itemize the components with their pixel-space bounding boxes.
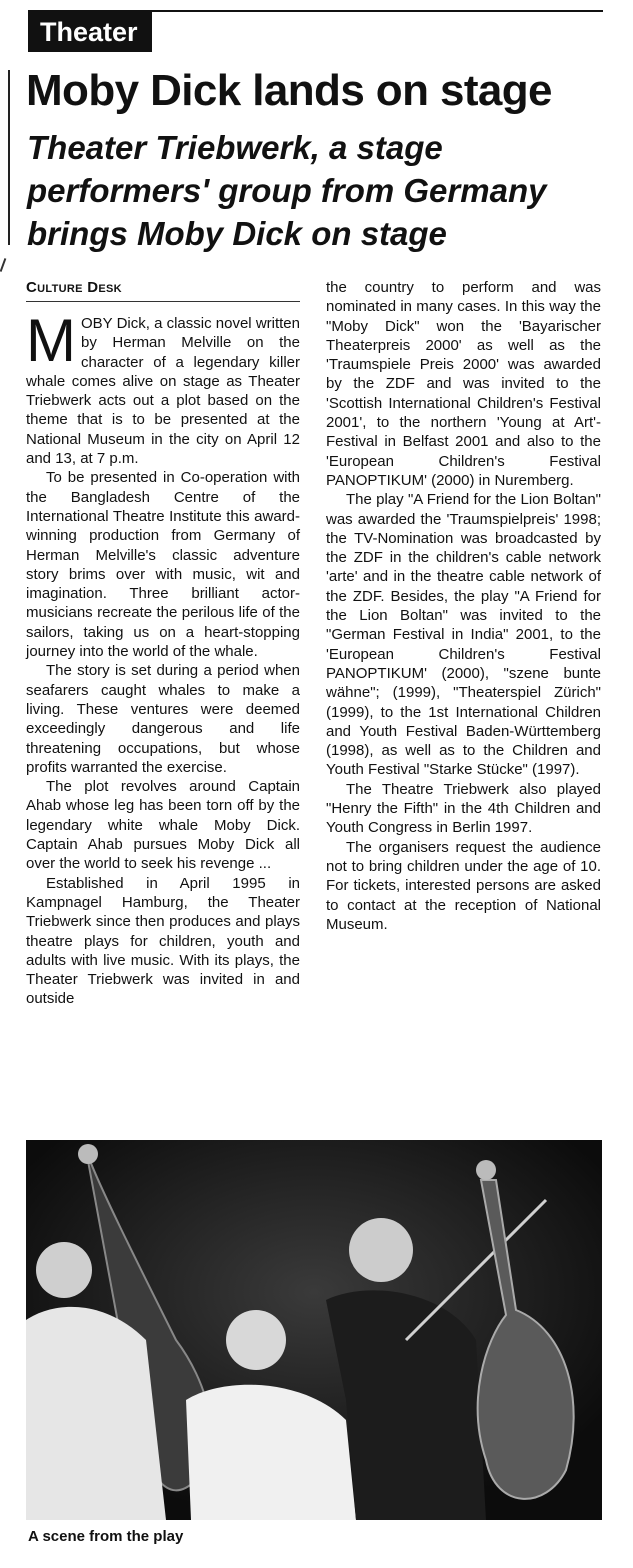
article-paragraph [26,307,300,468]
margin-mark [0,258,6,272]
headline: Moby Dick lands on stage [26,66,552,115]
article-column-right [326,278,601,934]
article-paragraph: To be presented in Co-operation with the Bangladesh Centre of the International Theatre Institute this award-winning production from Germany of Herman Melville's classic adventure story brims over with music, wit and imagination. Three brilliant actor-musicians recreate the perilous life of the sailors, taking us on a heart-stopping journey into the world of the whale. [26,469,300,661]
section-tag: Theater [28,12,152,52]
photo-caption: A scene from the play [28,1528,184,1545]
left-rule [8,70,10,245]
article-paragraph: the country to perform and was nominated in many cases. In this way the "Moby Dick" won the 'Bayarischer Theaterpreis 2000' as well as the 'Traumspiele Preis 2000' was awarded by the ZDF and was invited to the 'Scottish International Children's Festival 2001', to the northern 'Young at Art'-Festival in Belfast 2001 and also to the 'European Children's Festival PANOPTIKUM' (2000) in Nuremberg. [326,279,601,489]
article-paragraph: The play "A Friend for the Lion Boltan" was awarded the 'Traumspielpreis' 1998; the TV-Nomination was broadcasted by the ZDF in the children's cable network 'arte' and in the theatre cable network of the ZDF. Besides, the play "A Friend for the Lion Boltan" was invited to the "German Festival in India" 2001, to the 'European Children's Festival PANOPTIKUM' (2000), "szene bunte wähne"; (1999), "Theaterspiel Zürich" (1999), to the 1st International Children and Youth Festival Baden-Württemberg (1998), as well as to the Children and Youth Festival "Starke Stücke" (1997). [326,491,601,779]
stage-photo-illustration [26,1140,602,1520]
article-column-left [26,278,300,1009]
subhead: Theater Triebwerk, a stage performers' group from Germany brings Moby Dick on stage [27,129,547,252]
stage-photo [26,1140,602,1520]
paragraph-text: OBY Dick, a classic novel written by Herman Melville on the character of a legendary killer whale comes alive on stage as Theater Triebwerk acts out a plot based on the theme that is to be presented at the National Museum in the city on April 12 and 13, at 7 p.m. [26,315,300,468]
drop-cap: M [26,307,76,374]
article-paragraph: The organisers request the audience not to bring children under the age of 10. For tickets, interested persons are asked to contact at the reception of National Museum. [326,838,601,933]
article-paragraph: The story is set during a period when seafarers caught whales to make a living. These ventures were deemed exceedingly dangerous and life threatening occupations, but whose profits warranted the exercise. [26,662,300,776]
article-paragraph: The Theatre Triebwerk also played "Henry the Fifth" in the 4th Children and Youth Congress in Berlin 1997. [326,780,601,837]
byline: Culture Desk [26,278,300,302]
article-paragraph: Established in April 1995 in Kampnagel Hamburg, the Theater Triebwerk since then produces and plays theatre plays for children, youth and adults with live music. With its plays, the Theater Triebwerk was invited in and outside [26,874,300,1008]
article-paragraph: The plot revolves around Captain Ahab whose leg has been torn off by the legendary white whale Moby Dick. Captain Ahab pursues Moby Dick all over the world to seek his revenge ... [26,778,300,873]
